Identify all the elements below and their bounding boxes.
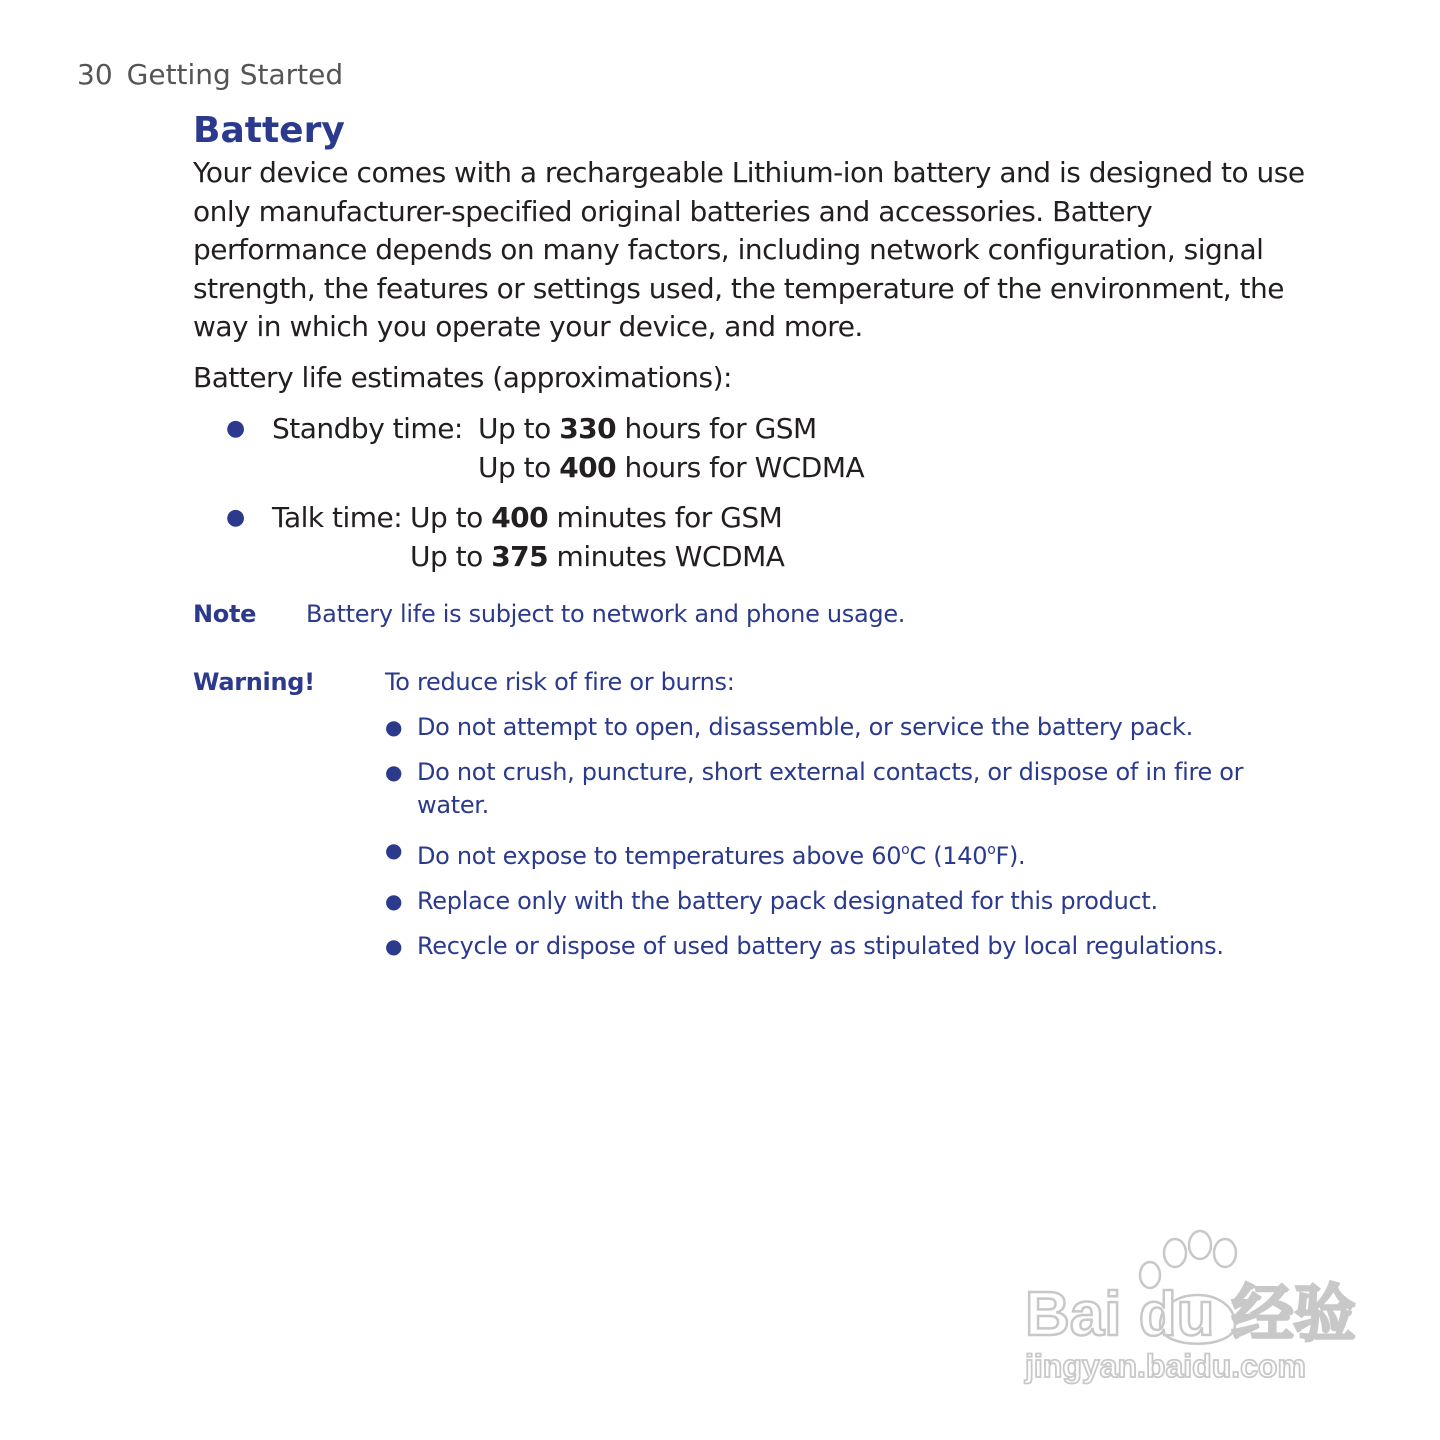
estimate-standby bbox=[193, 409, 1333, 487]
note-text: Battery life is subject to network and phone usage. bbox=[306, 599, 906, 628]
standby-wcdma-value: 400 bbox=[559, 450, 617, 484]
standby-wcdma: Up to 400 hours for WCDMA bbox=[478, 450, 865, 484]
bullet-icon: ● bbox=[385, 933, 403, 958]
warning-item: ● Replace only with the battery pack designated for this product. bbox=[385, 885, 1285, 918]
page-title: Battery bbox=[193, 110, 345, 151]
paw-toe-icon bbox=[1189, 1231, 1211, 1259]
baidu-watermark-logo bbox=[1020, 1225, 1360, 1390]
note-block bbox=[193, 598, 1333, 630]
page-header bbox=[77, 58, 343, 91]
intro-paragraph: Your device comes with a rechargeable Lithium-ion battery and is designed to use only manufacturer-specified original batteries and accessories. Battery performance depends on many factors, including network configuration, signal strength, the features or settings used, the temperature of the environment, the way in which you operate your device, and more. bbox=[193, 156, 1305, 343]
note-label: Note bbox=[193, 599, 257, 628]
watermark-url: jingyan.baidu.com bbox=[1025, 1348, 1306, 1384]
estimate-talk bbox=[193, 498, 1333, 576]
bullet-icon: ● bbox=[385, 888, 403, 913]
estimates-title: Battery life estimates (approximations): bbox=[193, 360, 732, 394]
warning-intro: To reduce risk of fire or burns: bbox=[385, 667, 735, 696]
bullet-icon: ● bbox=[226, 415, 245, 441]
warning-body bbox=[385, 666, 1285, 975]
warning-item: ● Do not expose to temperatures above 60$^o$C (140$^o$F). bbox=[385, 834, 1285, 873]
talk-label: Talk time: bbox=[272, 500, 403, 534]
talk-wcdma: Up to 375 minutes WCDMA bbox=[410, 539, 785, 573]
bullet-icon: ● bbox=[385, 837, 403, 862]
bullet-icon: ● bbox=[226, 504, 245, 530]
paw-toe-icon bbox=[1214, 1239, 1236, 1267]
talk-wcdma-value: 375 bbox=[491, 539, 549, 573]
standby-values bbox=[478, 409, 864, 487]
warning-list bbox=[385, 711, 1285, 963]
standby-gsm-value: 330 bbox=[559, 411, 617, 445]
talk-gsm-value: 400 bbox=[491, 500, 549, 534]
bullet-icon: ● bbox=[385, 759, 403, 784]
warning-label: Warning! bbox=[193, 667, 315, 696]
page-content bbox=[193, 108, 1333, 975]
warning-item: ● Do not crush, puncture, short external contacts, or dispose of in fire or water. bbox=[385, 757, 1244, 819]
watermark-brand: Bai du 经验 bbox=[1025, 1280, 1356, 1349]
talk-values bbox=[410, 498, 784, 576]
warning-item: ● Do not attempt to open, disassemble, or service the battery pack. bbox=[385, 711, 1285, 744]
bullet-icon: ● bbox=[385, 714, 403, 739]
estimates-list bbox=[193, 409, 1333, 576]
paw-toe-icon bbox=[1164, 1239, 1186, 1267]
page-number: 30 bbox=[77, 58, 113, 91]
standby-label: Standby time: bbox=[272, 411, 463, 445]
warning-block bbox=[193, 666, 1333, 975]
talk-gsm: Up to 400 minutes for GSM bbox=[410, 500, 783, 534]
warning-item: ● Recycle or dispose of used battery as stipulated by local regulations. bbox=[385, 930, 1285, 963]
standby-gsm: Up to 330 hours for GSM bbox=[478, 411, 817, 445]
section-title: Getting Started bbox=[126, 58, 344, 91]
